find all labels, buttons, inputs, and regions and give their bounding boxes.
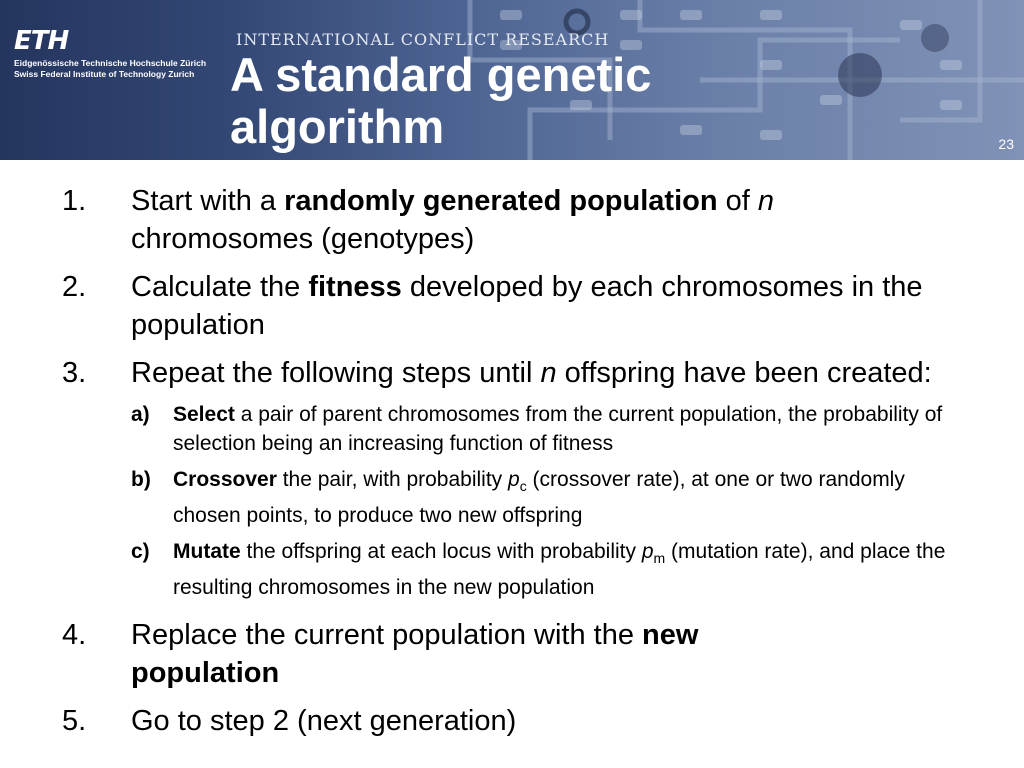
slide-body (0, 182, 1024, 750)
italic-symbol: p (508, 468, 520, 491)
sub-item-b (0, 465, 1024, 530)
list-item-text (131, 268, 951, 344)
text-run: Calculate the (131, 271, 309, 303)
sub-item-a (0, 400, 1024, 458)
text-run: Repeat the following steps until (131, 357, 541, 389)
text-run: chromosomes (genotypes) (131, 223, 475, 255)
text-run: (crossover rate), at one or two randomly chosen points, to produce two new offspring (173, 468, 905, 528)
subscript: c (519, 478, 527, 495)
list-number: 3. (62, 357, 87, 389)
text-run: Start with a (131, 185, 285, 217)
bold-term: Crossover (173, 468, 277, 491)
list-number: 5. (62, 705, 87, 738)
program-name: INTERNATIONAL CONFLICT RESEARCH (236, 30, 610, 49)
slide-number: 23 (998, 136, 1014, 152)
sub-letter: b) (131, 468, 151, 491)
text-run: Go to step 2 (next generation) (131, 705, 517, 738)
sub-list (0, 400, 1024, 602)
slide-title-line1: A standard genetic (230, 48, 652, 101)
list-item-1 (0, 182, 1024, 258)
bold-term: Select (173, 403, 235, 426)
sub-letter: a) (131, 403, 150, 426)
italic-symbol: n (757, 185, 775, 217)
italic-symbol: n (540, 357, 557, 389)
institution-name-german: Eidgenössische Technische Hochschule Zürich (14, 58, 207, 68)
bold-term: new population (131, 619, 699, 690)
institution-name-english: Swiss Federal Institute of Technology Zurich (14, 69, 195, 79)
bold-term: fitness (308, 271, 402, 303)
bold-term: Mutate (173, 540, 241, 564)
text-run: the pair, with probability (276, 468, 509, 491)
text-run: offspring have been created: (556, 357, 932, 389)
subscript: m (653, 550, 666, 567)
eth-logo: ETH (14, 26, 69, 56)
list-number: 2. (62, 271, 87, 303)
list-item-3 (0, 354, 1024, 602)
list-item-text (131, 182, 951, 258)
text-run: Replace the current population with the (131, 619, 643, 652)
text-run: a pair of parent chromosomes from the current population, the probability of selection being an increasing function of fitness (173, 403, 943, 455)
text-run: developed by each chromosomes in the population (131, 271, 923, 341)
sub-letter: c) (131, 540, 150, 564)
list-item-text (131, 702, 951, 740)
list-item-5 (0, 702, 1024, 740)
list-item-text (131, 354, 951, 392)
sub-item-text (173, 465, 973, 530)
list-number: 4. (62, 619, 87, 652)
slide-title-line2: algorithm (230, 100, 445, 153)
list-number: 1. (62, 185, 87, 217)
list-item-2 (0, 268, 1024, 344)
sub-item-c (0, 537, 1024, 602)
bold-term: randomly generated population (284, 185, 718, 217)
sub-item-text (173, 537, 973, 602)
list-item-text (131, 616, 831, 692)
italic-symbol: p (641, 540, 654, 564)
text-run: of (717, 185, 758, 217)
list-item-4 (0, 616, 1024, 692)
sub-item-text (173, 400, 973, 458)
text-run: (mutation rate), and place the resulting chromosomes in the new population (173, 540, 946, 600)
header-banner (0, 0, 1024, 160)
text-run: the offspring at each locus with probability (240, 540, 642, 564)
slide-title (230, 49, 850, 153)
